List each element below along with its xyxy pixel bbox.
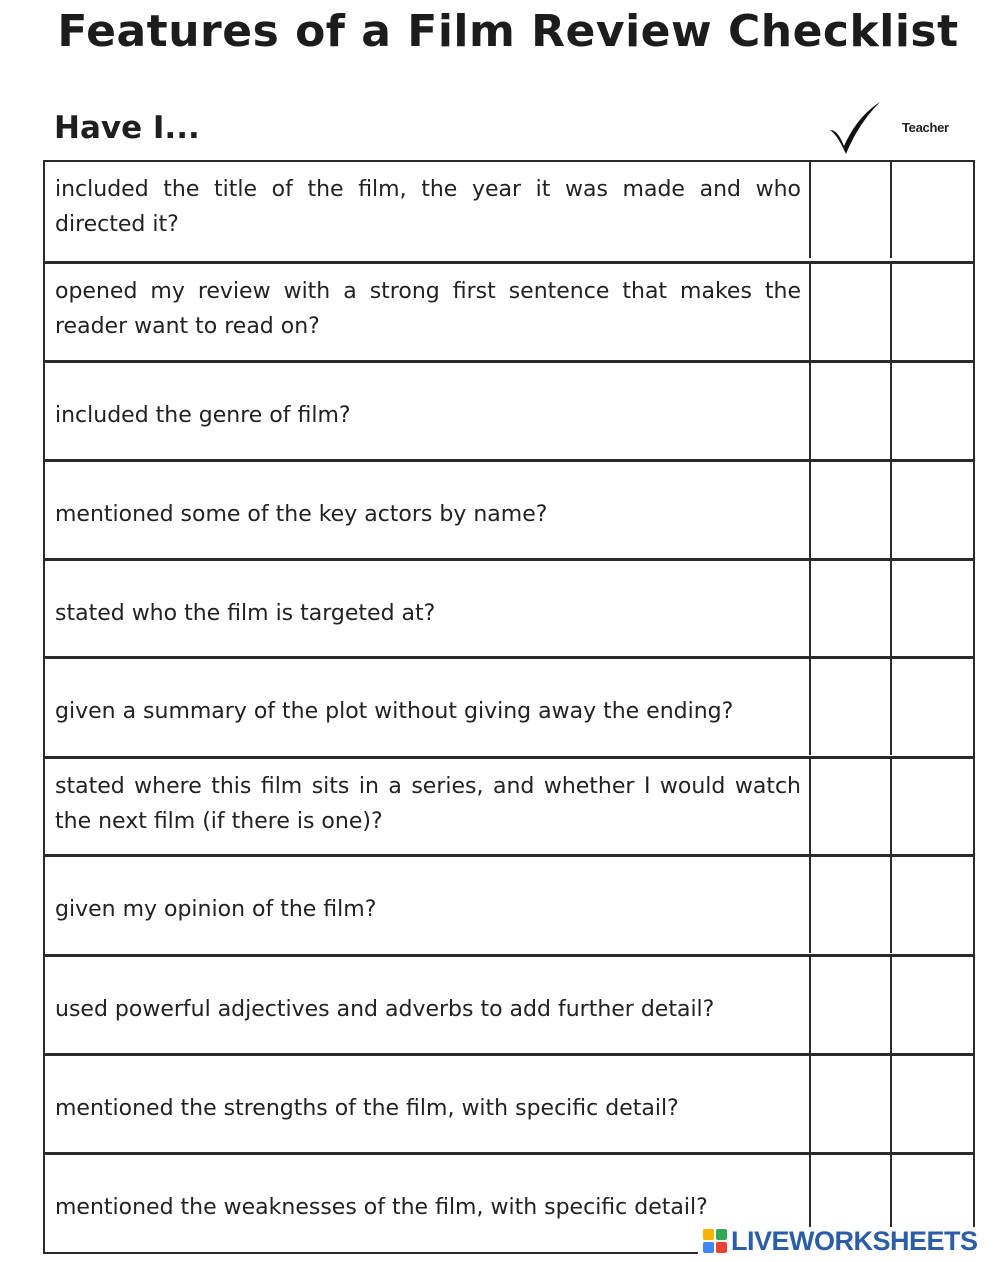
teacher-check-box[interactable] bbox=[892, 857, 973, 953]
teacher-check-box[interactable] bbox=[892, 264, 973, 360]
teacher-check-box[interactable] bbox=[892, 162, 973, 258]
self-check-box[interactable] bbox=[811, 162, 892, 258]
checklist-item-text: used powerful adjectives and adverbs to add further detail? bbox=[45, 957, 811, 1053]
self-check-box[interactable] bbox=[811, 264, 892, 360]
self-check-box[interactable] bbox=[811, 957, 892, 1053]
have-i-heading: Have I... bbox=[54, 110, 200, 146]
checklist-item-text: opened my review with a strong first sentence that makes the reader want to read on? bbox=[45, 264, 811, 360]
checklist-item-text: mentioned some of the key actors by name? bbox=[45, 462, 811, 558]
self-check-box[interactable] bbox=[811, 462, 892, 558]
checklist-row bbox=[45, 462, 973, 558]
checklist-row bbox=[45, 759, 973, 855]
teacher-check-box[interactable] bbox=[892, 561, 973, 657]
self-check-box[interactable] bbox=[811, 561, 892, 657]
self-check-box[interactable] bbox=[811, 857, 892, 953]
checklist-row bbox=[45, 659, 973, 755]
checklist-item-text: stated where this film sits in a series, and whether I would watch the next film (if there is one)? bbox=[45, 759, 811, 855]
self-check-box[interactable] bbox=[811, 759, 892, 855]
teacher-check-box[interactable] bbox=[892, 363, 973, 459]
checklist-row bbox=[45, 957, 973, 1053]
page-title: Features of a Film Review Checklist bbox=[57, 6, 959, 57]
checklist-row bbox=[45, 1056, 973, 1152]
liveworksheets-logo-icon bbox=[702, 1228, 728, 1254]
checklist-row bbox=[45, 363, 973, 459]
checklist-item-text: included the genre of film? bbox=[45, 363, 811, 459]
self-check-box[interactable] bbox=[811, 659, 892, 755]
checkmark-icon bbox=[826, 100, 884, 156]
checklist-table bbox=[43, 160, 975, 1254]
teacher-check-box[interactable] bbox=[892, 759, 973, 855]
checklist-item-text: included the title of the film, the year it was made and who directed it? bbox=[45, 162, 811, 258]
self-check-box[interactable] bbox=[811, 1056, 892, 1152]
checklist-item-text: mentioned the weaknesses of the film, with specific detail? bbox=[45, 1155, 811, 1251]
checklist-item-text: mentioned the strengths of the film, with specific detail? bbox=[45, 1056, 811, 1152]
checklist-item-text: given my opinion of the film? bbox=[45, 857, 811, 953]
checklist-row bbox=[45, 857, 973, 953]
checklist-row bbox=[45, 162, 973, 258]
teacher-check-box[interactable] bbox=[892, 462, 973, 558]
watermark-text: LIVEWORKSHEETS bbox=[731, 1225, 978, 1256]
checklist-item-text: given a summary of the plot without giving away the ending? bbox=[45, 659, 811, 755]
liveworksheets-watermark[interactable] bbox=[698, 1227, 982, 1255]
checklist-row bbox=[45, 264, 973, 360]
self-check-box[interactable] bbox=[811, 363, 892, 459]
teacher-check-box[interactable] bbox=[892, 1056, 973, 1152]
teacher-column-label: Teacher bbox=[902, 120, 949, 135]
checklist-item-text: stated who the film is targeted at? bbox=[45, 561, 811, 657]
teacher-check-box[interactable] bbox=[892, 957, 973, 1053]
teacher-check-box[interactable] bbox=[892, 659, 973, 755]
checklist-row bbox=[45, 561, 973, 657]
